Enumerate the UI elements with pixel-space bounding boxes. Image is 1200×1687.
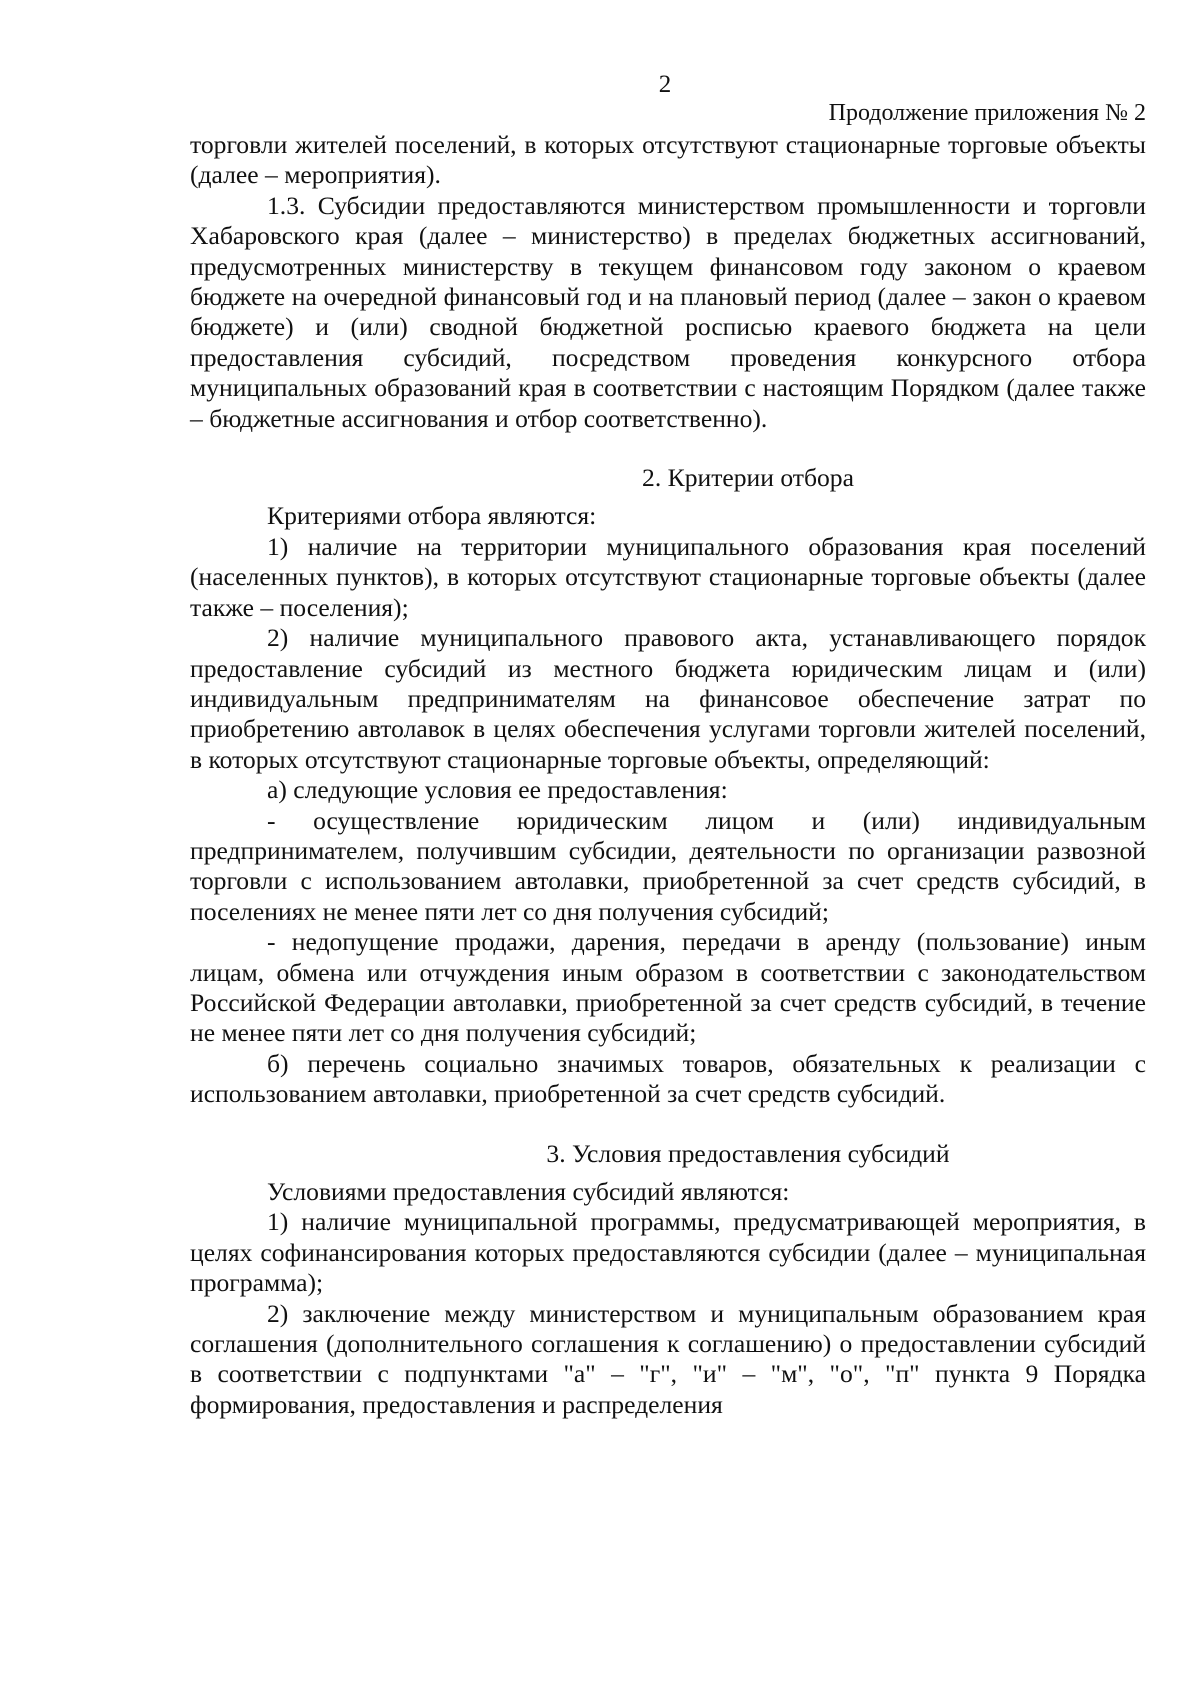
spacer xyxy=(190,1110,1146,1139)
spacer xyxy=(190,434,1146,463)
paragraph-1-3: 1.3. Субсидии предоставляются министерством промышленности и торговли Хабаровского края (далее – министерство) в пределах бюджетных ассигнований, предусмотренных министерству в текущем финансовом году законом о краевом бюджете на очередной финансовый год и на плановый период (далее – закон о краевом бюджете) и (или) сводной бюджетной росписью краевого бюджета на цели предоставления субсидий, посредством проведения конкурсного отбора муниципальных образований края в соответствии с настоящим Порядком (далее также – бюджетные ассигнования и отбор соответственно). xyxy=(190,190,1146,433)
appendix-continuation-note: Продолжение приложения № 2 xyxy=(828,100,1146,126)
section-3-intro: Условиями предоставления субсидий являются: xyxy=(267,1177,790,1206)
criterion-2a-item-1: - осуществление юридическим лицом и (или) индивидуальным предпринимателем, получившим субсидии, деятельности по организации развозной торговли с использованием автолавки, приобретенной за счет средств субсидий, в поселениях не менее пяти лет со дня получения субсидий; xyxy=(190,805,1146,926)
spacer xyxy=(190,493,1146,501)
condition-1: 1) наличие муниципальной программы, предусматривающей мероприятия, в целях софинансирования которых предоставляются субсидии (далее – муниципальная программа); xyxy=(190,1207,1146,1298)
condition-2: 2) заключение между министерством и муниципальным образованием края соглашения (дополнительного соглашения к соглашению) о предоставлении субсидий в соответствии с подпунктами "а" – "г", "и" – "м", "о", "п" пункта 9 Порядка формирования, предоставления и распределения xyxy=(190,1298,1146,1419)
spacer xyxy=(190,1169,1146,1177)
paragraph-intro-tail: торговли жителей поселений, в которых отсутствуют стационарные торговые объекты (далее – мероприятия). xyxy=(190,130,1146,190)
section-3-heading: 3. Условия предоставления субсидий xyxy=(546,1138,950,1168)
section-2-heading: 2. Критерии отбора xyxy=(642,463,854,493)
criterion-2: 2) наличие муниципального правового акта, устанавливающего порядок предоставление субсидий из местного бюджета юридическим лицам и (или) индивидуальным предпринимателям на финансовое обеспечение затрат по приобретению автолавок в целях обеспечения услугами торговли жителей поселений, в которых отсутствуют стационарные торговые объекты, определяющий: xyxy=(190,623,1146,774)
page-number: 2 xyxy=(658,71,672,98)
criterion-2a-item-2: - недопущение продажи, дарения, передачи в аренду (пользование) иным лицам, обмена или отчуждения иным образом в соответствии с законодательством Российской Федерации автолавки, приобретенной за счет средств субсидий, в течение не менее пяти лет со дня получения субсидий; xyxy=(190,927,1146,1048)
criterion-2a: а) следующие условия ее предоставления: xyxy=(267,775,728,805)
document-body xyxy=(190,130,1146,1420)
criterion-1: 1) наличие на территории муниципального образования края поселений (населенных пунктов), в которых отсутствуют стационарные торговые объекты (далее также – поселения); xyxy=(190,531,1146,622)
criterion-2b: б) перечень социально значимых товаров, обязательных к реализации с использованием автолавки, приобретенной за счет средств субсидий. xyxy=(190,1048,1146,1109)
section-2-intro: Критериями отбора являются: xyxy=(267,501,597,531)
